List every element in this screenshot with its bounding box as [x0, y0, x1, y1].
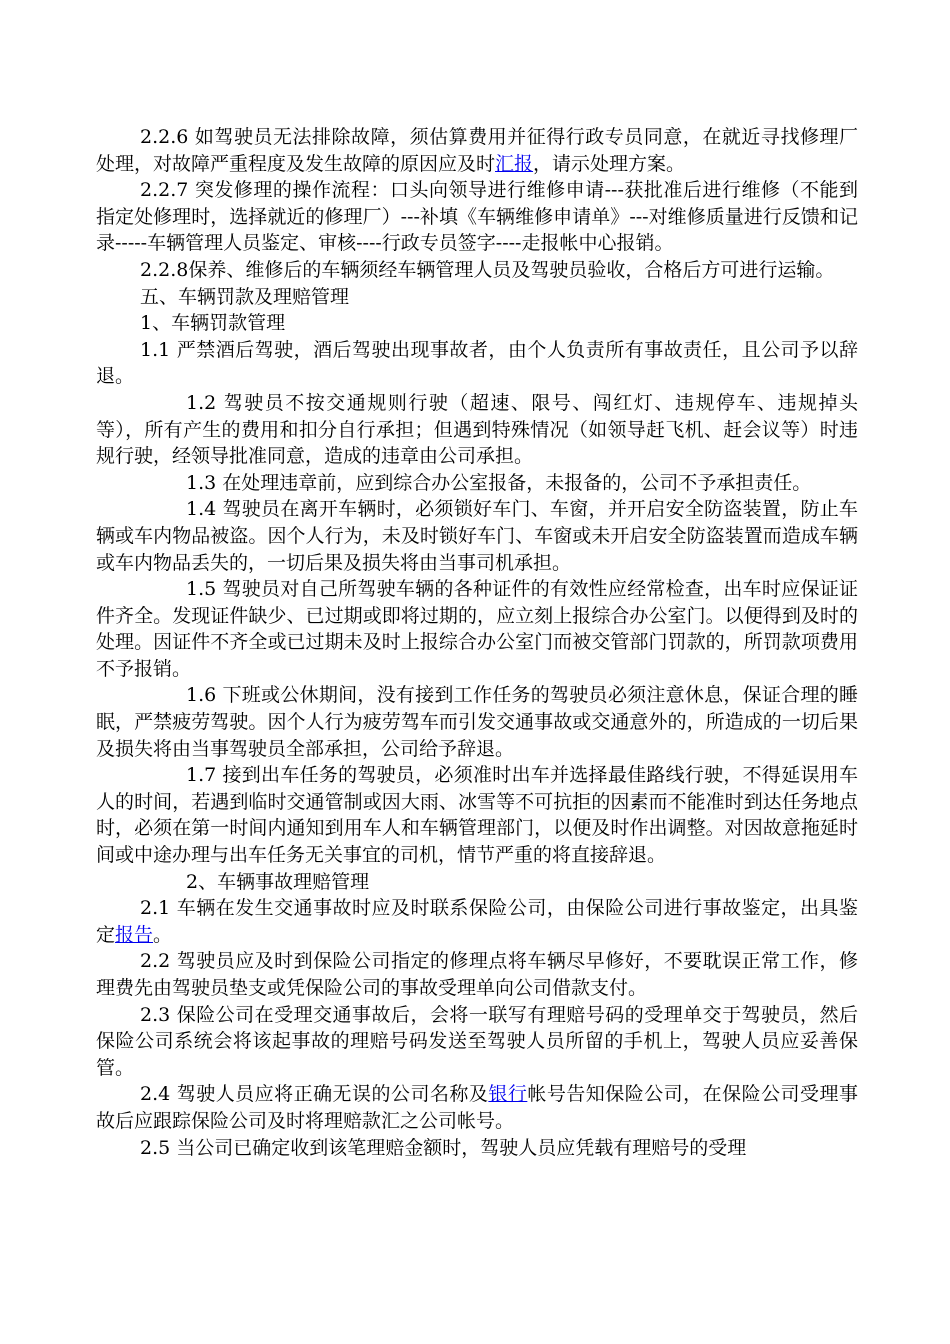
paragraph-p22: [96, 948, 858, 1001]
paragraph-p15: [96, 576, 858, 682]
paragraph-p25: [96, 1135, 858, 1162]
text-p24-0: 2.4 驾驶人员应将正确无误的公司名称及: [140, 1083, 489, 1106]
paragraph-p24: [96, 1081, 858, 1134]
text-p226-2: ，请示处理方案。: [533, 152, 686, 175]
text-p21-2: 。: [153, 923, 173, 946]
text-p23-0: 2.3 保险公司在受理交通事故后，会将一联写有理赔号码的受理单交于驾驶员，然后保险公司系统会将该起事故的理赔号码发送至驾驶人员所留的手机上，驾驶人员应妥善保管。: [96, 1003, 858, 1079]
text-p226-0: 2.2.6 如驾驶员无法排除故障，须估算费用并征得行政专员同意，在就近寻找修理厂处理，对故障严重程度及发生故障的原因应及时: [96, 126, 858, 175]
paragraph-h51: [96, 310, 858, 337]
paragraph-p226: [96, 124, 858, 177]
text-p14-0: 1.4 驾驶员在离开车辆时，必须锁好车门、车窗，并开启安全防盗装置，防止车辆或车内物品被盗。因个人行为，未及时锁好车门、车窗或未开启安全防盗装置而造成车辆或车内物品丢失的，一切后果及损失将由当事司机承担。: [96, 498, 858, 574]
paragraph-p16: [96, 682, 858, 762]
link-p24-1[interactable]: 银行: [488, 1083, 528, 1106]
paragraph-p13: [96, 470, 858, 497]
paragraph-p17: [96, 762, 858, 868]
paragraph-p12: [96, 390, 858, 470]
text-p21-0: 2.1 车辆在发生交通事故时应及时联系保险公司，由保险公司进行事故鉴定，出具鉴定: [96, 897, 858, 946]
text-p15-0: 1.5 驾驶员对自己所驾驶车辆的各种证件的有效性应经常检查，出车时应保证证件齐全。发现证件缺少、已过期或即将过期的，应立刻上报综合办公室门。以便得到及时的处理。因证件不齐全或已过期未及时上报综合办公室门而被交管部门罚款的，所罚款项费用不予报销。: [96, 578, 858, 680]
paragraph-h5: [96, 284, 858, 311]
text-p16-0: 1.6 下班或公休期间，没有接到工作任务的驾驶员必须注意休息，保证合理的睡眠，严禁疲劳驾驶。因个人行为疲劳驾车而引发交通事故或交通意外的，所造成的一切后果及损失将由当事驾驶员全部承担，公司给予辞退。: [96, 684, 858, 760]
text-h5-0: 五、车辆罚款及理赔管理: [140, 285, 350, 308]
text-p24-2: 帐号告知保险公司，在保险公司受理事故后应跟踪保险公司及时将理赔款汇之公司帐号。: [96, 1083, 858, 1132]
paragraph-p11: [96, 337, 858, 390]
paragraph-p21: [96, 895, 858, 948]
text-h51-0: 1、车辆罚款管理: [140, 312, 286, 335]
text-p22-0: 2.2 驾驶员应及时到保险公司指定的修理点将车辆尽早修好，不要耽误正常工作，修理费先由驾驶员垫支或凭保险公司的事故受理单向公司借款支付。: [96, 950, 858, 999]
paragraph-p14: [96, 496, 858, 576]
text-h52-0: 2、车辆事故理赔管理: [186, 870, 370, 893]
text-p17-0: 1.7 接到出车任务的驾驶员，必须准时出车并选择最佳路线行驶，不得延误用车人的时间，若遇到临时交通管制或因大雨、冰雪等不可抗拒的因素而不能准时到达任务地点时，必须在第一时间内通知到用车人和车辆管理部门，以便及时作出调整。对因故意拖延时间或中途办理与出车任务无关事宜的司机，情节严重的将直接辞退。: [96, 764, 858, 867]
paragraph-h52: [96, 869, 858, 896]
text-p13-0: 1.3 在处理违章前，应到综合办公室报备，未报备的，公司不予承担责任。: [186, 471, 812, 494]
paragraph-p228: [96, 257, 858, 284]
link-p226-1[interactable]: 汇报: [495, 152, 534, 175]
paragraph-p227: [96, 177, 858, 257]
text-p227-0: 2.2.7 突发修理的操作流程：口头向领导进行维修申请---获批准后进行维修（不能到指定处修理时，选择就近的修理厂）---补填《车辆维修申请单》---对维修质量进行反馈和记录-----车辆管理人员鉴定、审核----行政专员签字----走报帐中心报销。: [96, 179, 858, 255]
text-p12-0: 1.2 驾驶员不按交通规则行驶（超速、限号、闯红灯、违规停车、违规掉头等），所有产生的费用和扣分自行承担；但遇到特殊情况（如领导赶飞机、赶会议等）时违规行驶，经领导批准同意，造成的违章由公司承担。: [96, 391, 858, 468]
text-p25-0: 2.5 当公司已确定收到该笔理赔金额时，驾驶人员应凭载有理赔号的受理: [140, 1136, 747, 1159]
text-p228-0: 2.2.8保养、维修后的车辆须经车辆管理人员及驾驶员验收，合格后方可进行运输。: [140, 258, 835, 281]
paragraph-p23: [96, 1002, 858, 1082]
link-p21-1[interactable]: 报告: [115, 923, 154, 946]
text-p11-0: 1.1 严禁酒后驾驶，酒后驾驶出现事故者，由个人负责所有事故责任，且公司予以辞退。: [96, 338, 858, 388]
